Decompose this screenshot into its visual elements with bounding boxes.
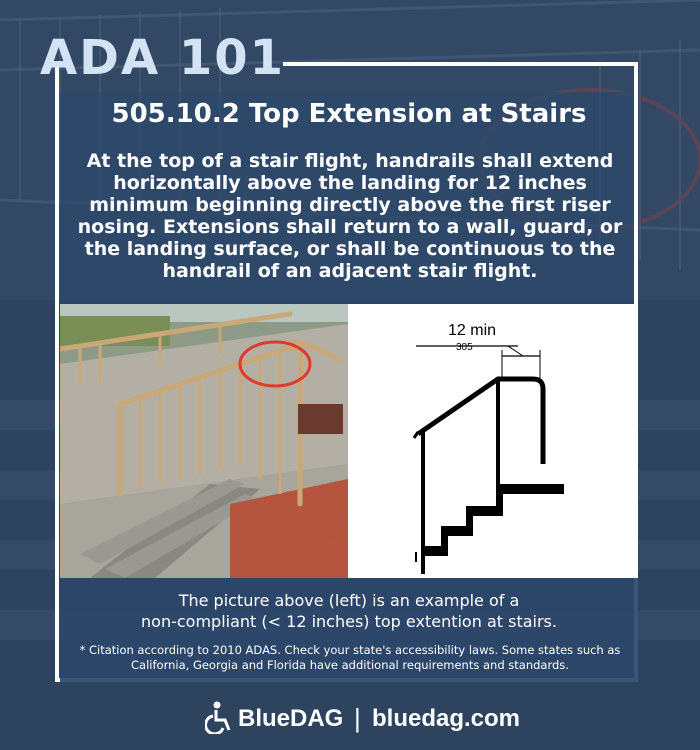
diagram-panel	[348, 304, 638, 578]
caption	[60, 590, 638, 632]
example-photo	[60, 304, 348, 578]
section-heading: 505.10.2 Top Extension at Stairs	[111, 99, 587, 129]
caption-line-1: The picture above (left) is an example of a	[178, 591, 520, 610]
footer-separator: |	[354, 703, 361, 733]
dimension-label: 12 min	[448, 322, 497, 339]
wheelchair-icon	[205, 700, 235, 734]
website-link[interactable]: bluedag.com	[372, 705, 521, 732]
frame-top-edge	[283, 62, 638, 66]
brand-logo: BlueDAG	[238, 705, 344, 732]
caption-line-2: non-compliant (< 12 inches) top extention at stairs.	[141, 612, 557, 631]
section-body: At the top of a stair flight, handrails shall extend horizontally above the landing for 12 inches minimum beginning directly above the first riser nosing. Extensions shall return to a wall, guard, or the landing surface, or shall be continuous to the handrail of an adjacent stair flight.	[77, 150, 623, 282]
dimension-sublabel: 305	[456, 342, 473, 353]
citation-note: * Citation according to 2010 ADAS. Check your state's accessibility laws. Some states such as California, Georgia and Florida have additional requirements and standards.	[79, 643, 621, 672]
stair-handrail-diagram	[348, 304, 638, 578]
page-title: ADA 101	[40, 30, 286, 86]
